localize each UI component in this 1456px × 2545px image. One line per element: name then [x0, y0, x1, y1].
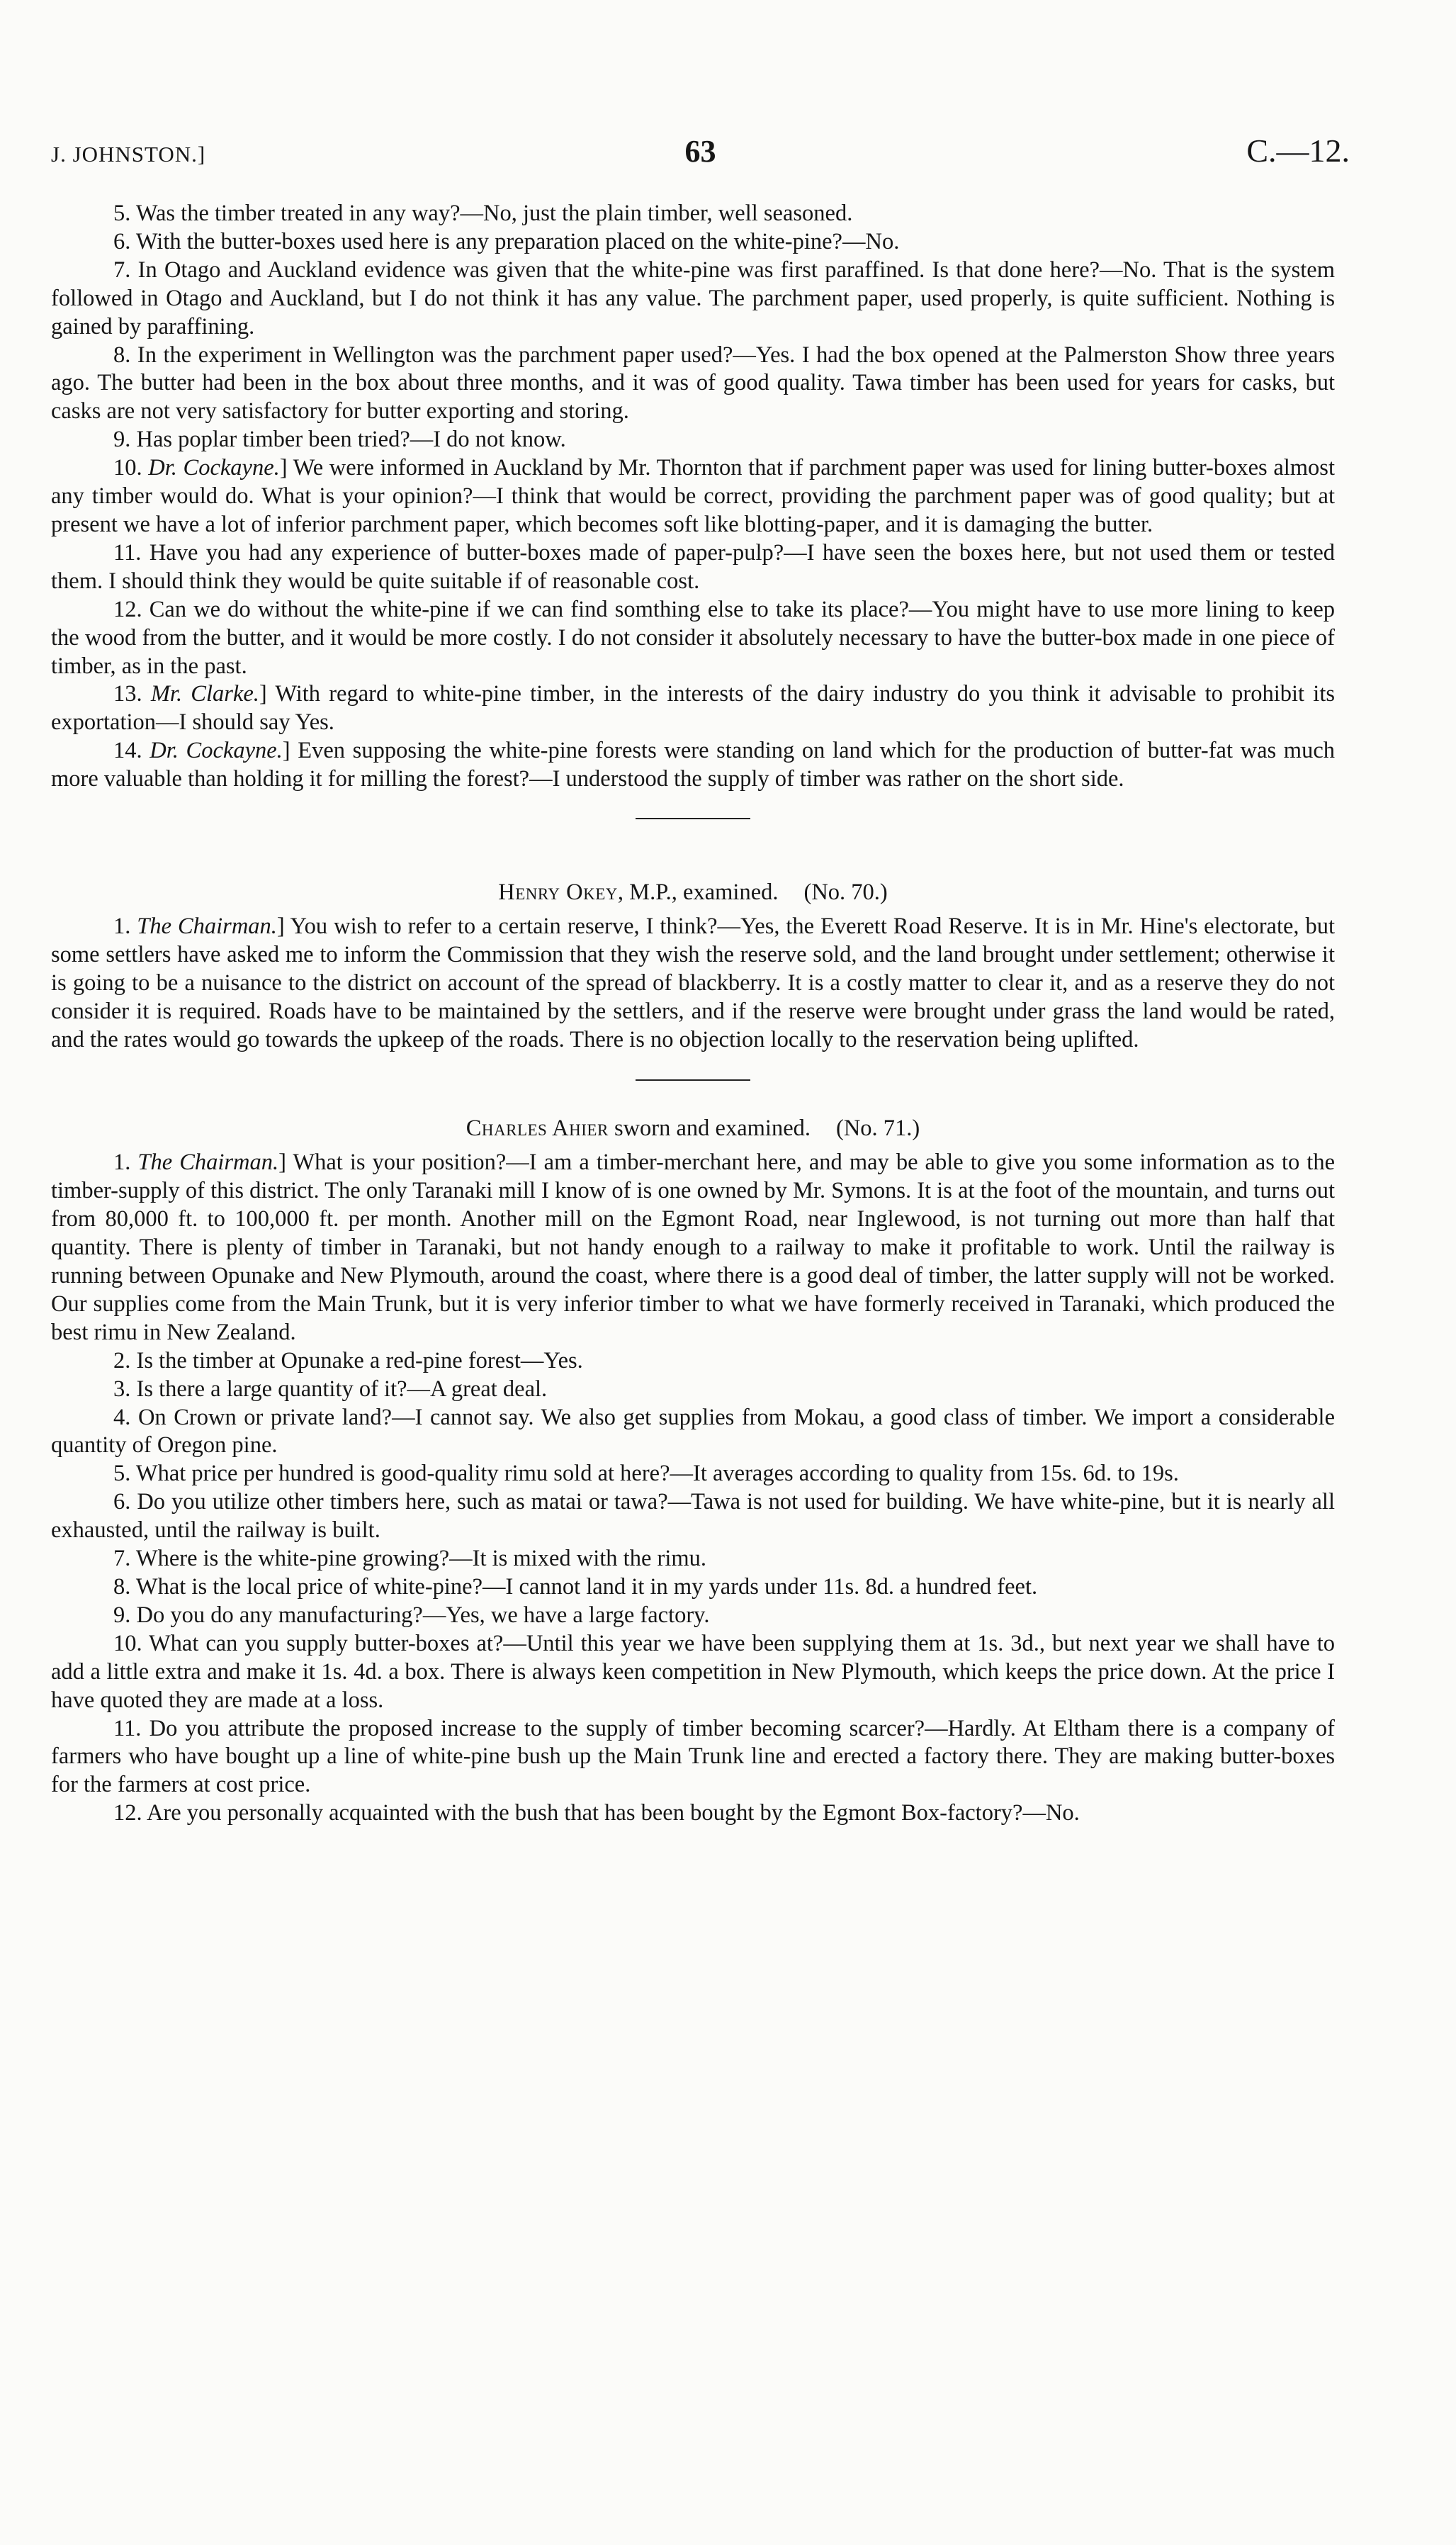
- witness-name: Charles Ahier: [465, 1116, 609, 1142]
- question-paragraph: 10. What can you supply butter-boxes at?—Until this year we have been supplying them at 1s. 3d., but next year we shall have to add a little extra and make it 1s. 4d. a box. There is always keen competition in New Plymouth, which keeps the price down. At the price I have quoted they are made at a loss.: [51, 1630, 1335, 1713]
- section-divider: [636, 1079, 750, 1081]
- document-reference: C.—12.: [1246, 133, 1350, 169]
- question-paragraph: 4. On Crown or private land?—I cannot say. We also get supplies from Mokau, a good class of timber. We import a considerable quantity of Oregon pine.: [51, 1404, 1335, 1459]
- page-header: [51, 128, 1350, 177]
- johnston-evidence: [51, 200, 1335, 794]
- question-paragraph: 2. Is the timber at Opunake a red-pine forest—Yes.: [113, 1347, 583, 1373]
- speaker-name: The Chairman.: [137, 913, 277, 939]
- question-paragraph: 11. Do you attribute the proposed increase to the supply of timber becoming scarcer?—Hardly. At Eltham there is a company of farmers who have bought up a line of white-pine bush up the Main Trunk line and erected a factory there. They are making butter-boxes for the farmers at cost price.: [51, 1715, 1335, 1798]
- header-witness-name: J. JOHNSTON.]: [51, 142, 206, 167]
- question-paragraph: 6. With the butter-boxes used here is any preparation placed on the white-pine?—No.: [113, 228, 900, 254]
- document-body: [51, 200, 1335, 1828]
- witness-name: Henry Okey: [498, 880, 618, 906]
- question-paragraph: 11. Have you had any experience of butter-boxes made of paper-pulp?—I have seen the boxes here, but not used them or tested them. I should think they would be quite suitable if of reasonable cost.: [51, 539, 1335, 594]
- question-paragraph: 1. The Chairman.] You wish to refer to a certain reserve, I think?—Yes, the Everett Road Reserve. It is in Mr. Hine's electorate, but some settlers have asked me to inform the Commission that they wish the reserve sold, and the land brought under settlement; otherwise it is going to be a nuisance to the district on account of the spread of blackberry. It is a costly matter to clear it, and as a reserve they do not consider it is required. Roads have to be maintained by the settlers, and if the reserve were brought under grass the land would be rated, and the rates would go towards the upkeep of the roads. There is no objection locally to the reservation being uplifted.: [51, 913, 1335, 1052]
- question-paragraph: 7. In Otago and Auckland evidence was given that the white-pine was first paraffined. Is that done here?—No. That is the system followed in Otago and Auckland, but I do not think it has any value. The parchment paper, used properly, is quite sufficient. Nothing is gained by paraffining.: [51, 257, 1335, 339]
- question-paragraph: 8. What is the local price of white-pine?—I cannot land it in my yards under 11s. 8d. a hundred feet.: [113, 1573, 1038, 1600]
- question-paragraph: 7. Where is the white-pine growing?—It is mixed with the rimu.: [113, 1546, 707, 1572]
- question-paragraph: 5. Was the timber treated in any way?—No, just the plain timber, well seasoned.: [113, 201, 853, 226]
- question-paragraph: 8. In the experiment in Wellington was the parchment paper used?—Yes. I had the box opened at the Palmerston Show three years ago. The butter had been in the box about three months, and it was of good quality. Tawa timber has been used for years for casks, but casks are not very satisfactory for butter exporting and storing.: [51, 342, 1335, 425]
- question-paragraph: 6. Do you utilize other timbers here, such as matai or tawa?—Tawa is not used for building. We have white-pine, but it is nearly all exhausted, until the railway is built.: [51, 1489, 1335, 1544]
- question-paragraph: 12. Can we do without the white-pine if we can find somthing else to take its place?—You might have to use more lining to keep the wood from the butter, and it would be more costly. I do not consider it absolutely necessary to have the butter-box made in one piece of timber, as in the past.: [51, 596, 1335, 679]
- speaker-name: Dr. Cockayne.: [149, 738, 283, 764]
- question-paragraph: 3. Is there a large quantity of it?—A great deal.: [113, 1376, 548, 1402]
- question-paragraph: 14. Dr. Cockayne.] Even supposing the white-pine forests were standing on land which for the production of butter-fat was much more valuable than holding it for milling the forest?—I understood the supply of timber was rather on the short side.: [51, 738, 1335, 792]
- ahier-evidence: [51, 1115, 1335, 1828]
- section-divider: [636, 818, 750, 819]
- witness-heading: Charles Ahier sworn and examined. (No. 71.): [465, 1116, 920, 1142]
- question-paragraph: 9. Has poplar timber been tried?—I do not know.: [113, 427, 566, 453]
- question-paragraph: 10. Dr. Cockayne.] We were informed in Auckland by Mr. Thornton that if parchment paper was used for lining butter-boxes almost any timber would do. What is your opinion?—I think that would be correct, providing the parchment paper was of good quality; but at present we have a lot of inferior parchment paper, which becomes soft like blotting-paper, and it is damaging the butter.: [51, 455, 1335, 537]
- question-paragraph: 12. Are you personally acquainted with the bush that has been bought by the Egmont Box-factory?—No.: [113, 1800, 1080, 1826]
- witness-heading: Henry Okey, M.P., examined. (No. 70.): [498, 880, 888, 906]
- speaker-name: Dr. Cockayne.: [148, 455, 280, 481]
- speaker-name: Mr. Clarke.: [150, 681, 259, 707]
- question-paragraph: 1. The Chairman.] What is your position?—I am a timber-merchant here, and may be able to give you some information as to the timber-supply of this district. The only Taranaki mill I know of is one owned by Mr. Symons. It is at the foot of the mountain, and turns out from 80,000 ft. to 100,000 ft. per month. Another mill on the Egmont Road, near Inglewood, is not turning out more than half that quantity. There is plenty of timber in Taranaki, but not handy enough to a railway to make it profitable to work. Until the railway is running between Opunake and New Plymouth, around the coast, where there is a good deal of timber, the latter supply will not be worked. Our supplies come from the Main Trunk, but it is very inferior timber to what we have formerly received in Taranaki, which produced the best rimu in New Zealand.: [51, 1150, 1335, 1345]
- question-paragraph: 5. What price per hundred is good-quality rimu sold at here?—It averages according to quality from 15s. 6d. to 19s.: [113, 1461, 1179, 1487]
- question-paragraph: 9. Do you do any manufacturing?—Yes, we have a large factory.: [113, 1602, 710, 1628]
- witness-number: (No. 71.): [836, 1116, 920, 1142]
- speaker-name: The Chairman.: [137, 1150, 279, 1176]
- witness-number: (No. 70.): [803, 880, 888, 906]
- page-number: 63: [684, 134, 716, 169]
- okey-evidence: [51, 879, 1335, 1054]
- question-paragraph: 13. Mr. Clarke.] With regard to white-pine timber, in the interests of the dairy industry do you think it advisable to prohibit its exportation—I should say Yes.: [51, 681, 1335, 736]
